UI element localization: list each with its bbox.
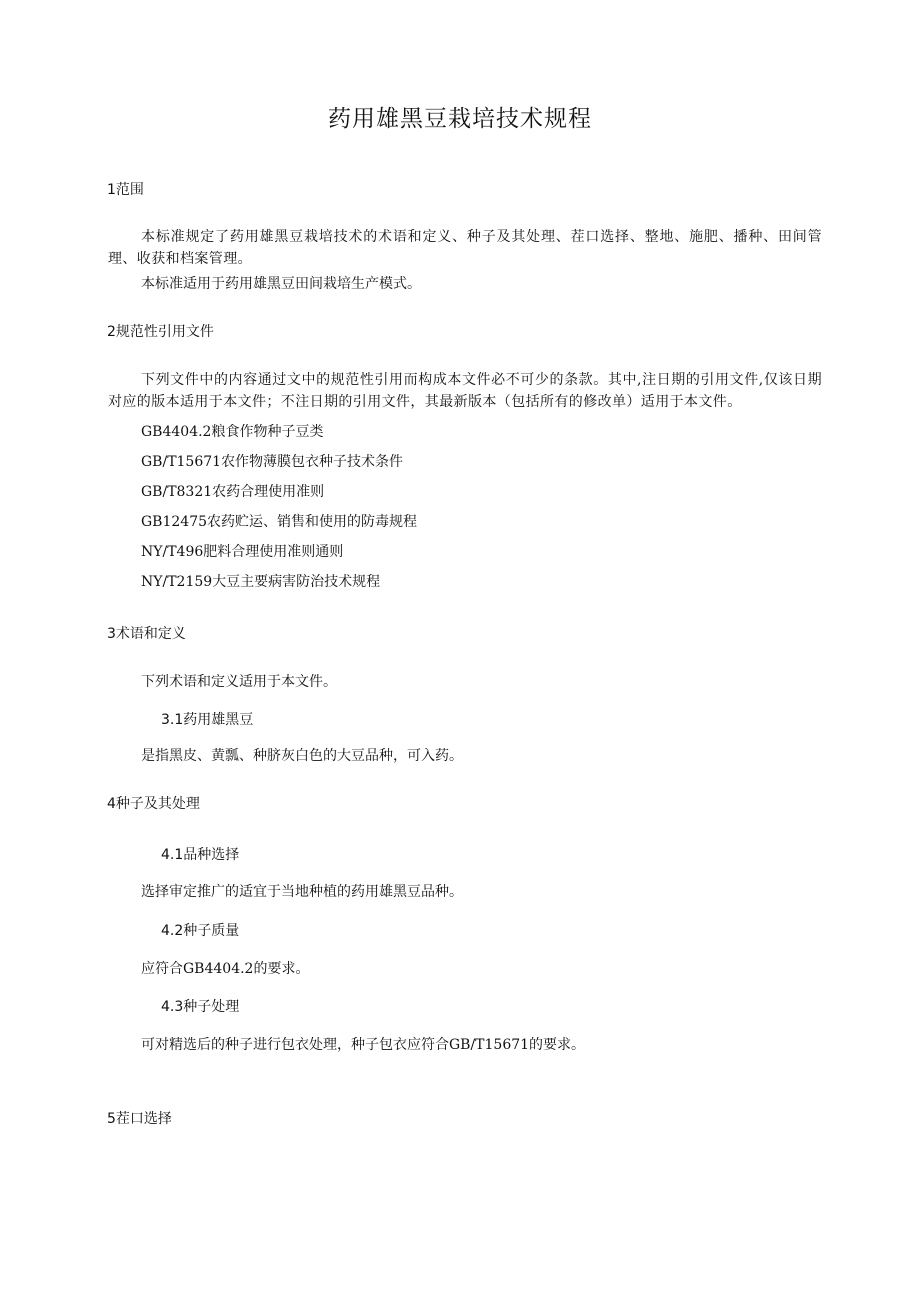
section-3-heading: 3术语和定义 — [107, 626, 186, 642]
subsection-4-2-text: 应符合GB4404.2的要求。 — [141, 961, 310, 977]
subsection-4-1-heading: 4.1品种选择 — [161, 847, 240, 863]
subsection-3-1-text: 是指黑皮、黄瓢、种脐灰白色的大豆品种，可入药。 — [141, 748, 463, 764]
reference-item: NY/T496肥料合理使用准则通则 — [141, 544, 344, 560]
reference-item: GB/T15671农作物薄膜包衣种子技术条件 — [141, 454, 404, 470]
section-1-paragraph-2: 本标准适用于药用雄黑豆田间栽培生产模式。 — [141, 276, 421, 292]
subsection-4-3-text: 可对精选后的种子进行包衣处理，种子包衣应符合GB/T15671的要求。 — [141, 1037, 586, 1053]
section-2-heading: 2规范性引用文件 — [107, 324, 214, 340]
section-1-heading: 1范围 — [107, 182, 144, 198]
reference-item: GB4404.2粮食作物种子豆类 — [141, 424, 324, 440]
subsection-3-1-heading: 3.1药用雄黑豆 — [161, 712, 254, 728]
subsection-4-3-heading: 4.3种子处理 — [161, 999, 240, 1015]
section-3-paragraph-1: 下列术语和定义适用于本文件。 — [141, 674, 337, 690]
section-2-paragraph-1: 下列文件中的内容通过文中的规范性引用而构成本文件必不可少的条款。其中,注日期的引用文件,仅该日期对应的版本适用于本文件；不注日期的引用文件，其最新版本（包括所有的修改单）适用于本文件。 — [108, 372, 822, 410]
reference-item: GB12475农药贮运、销售和使用的防毒规程 — [141, 514, 418, 530]
reference-item: GB/T8321农药合理使用准则 — [141, 484, 325, 500]
subsection-4-2-heading: 4.2种子质量 — [161, 923, 240, 939]
section-5-heading: 5茬口选择 — [107, 1111, 172, 1127]
subsection-4-1-text: 选择审定推广的适宜于当地种植的药用雄黑豆品种。 — [141, 884, 463, 900]
section-1-paragraph-1: 本标准规定了药用雄黑豆栽培技术的术语和定义、种子及其处理、茬口选择、整地、施肥、播种、田间管理、收获和档案管理。 — [108, 229, 822, 267]
reference-item: NY/T2159大豆主要病害防治技术规程 — [141, 574, 381, 590]
document-title: 药用雄黑豆栽培技术规程 — [328, 106, 592, 132]
section-4-heading: 4种子及其处理 — [107, 796, 200, 812]
